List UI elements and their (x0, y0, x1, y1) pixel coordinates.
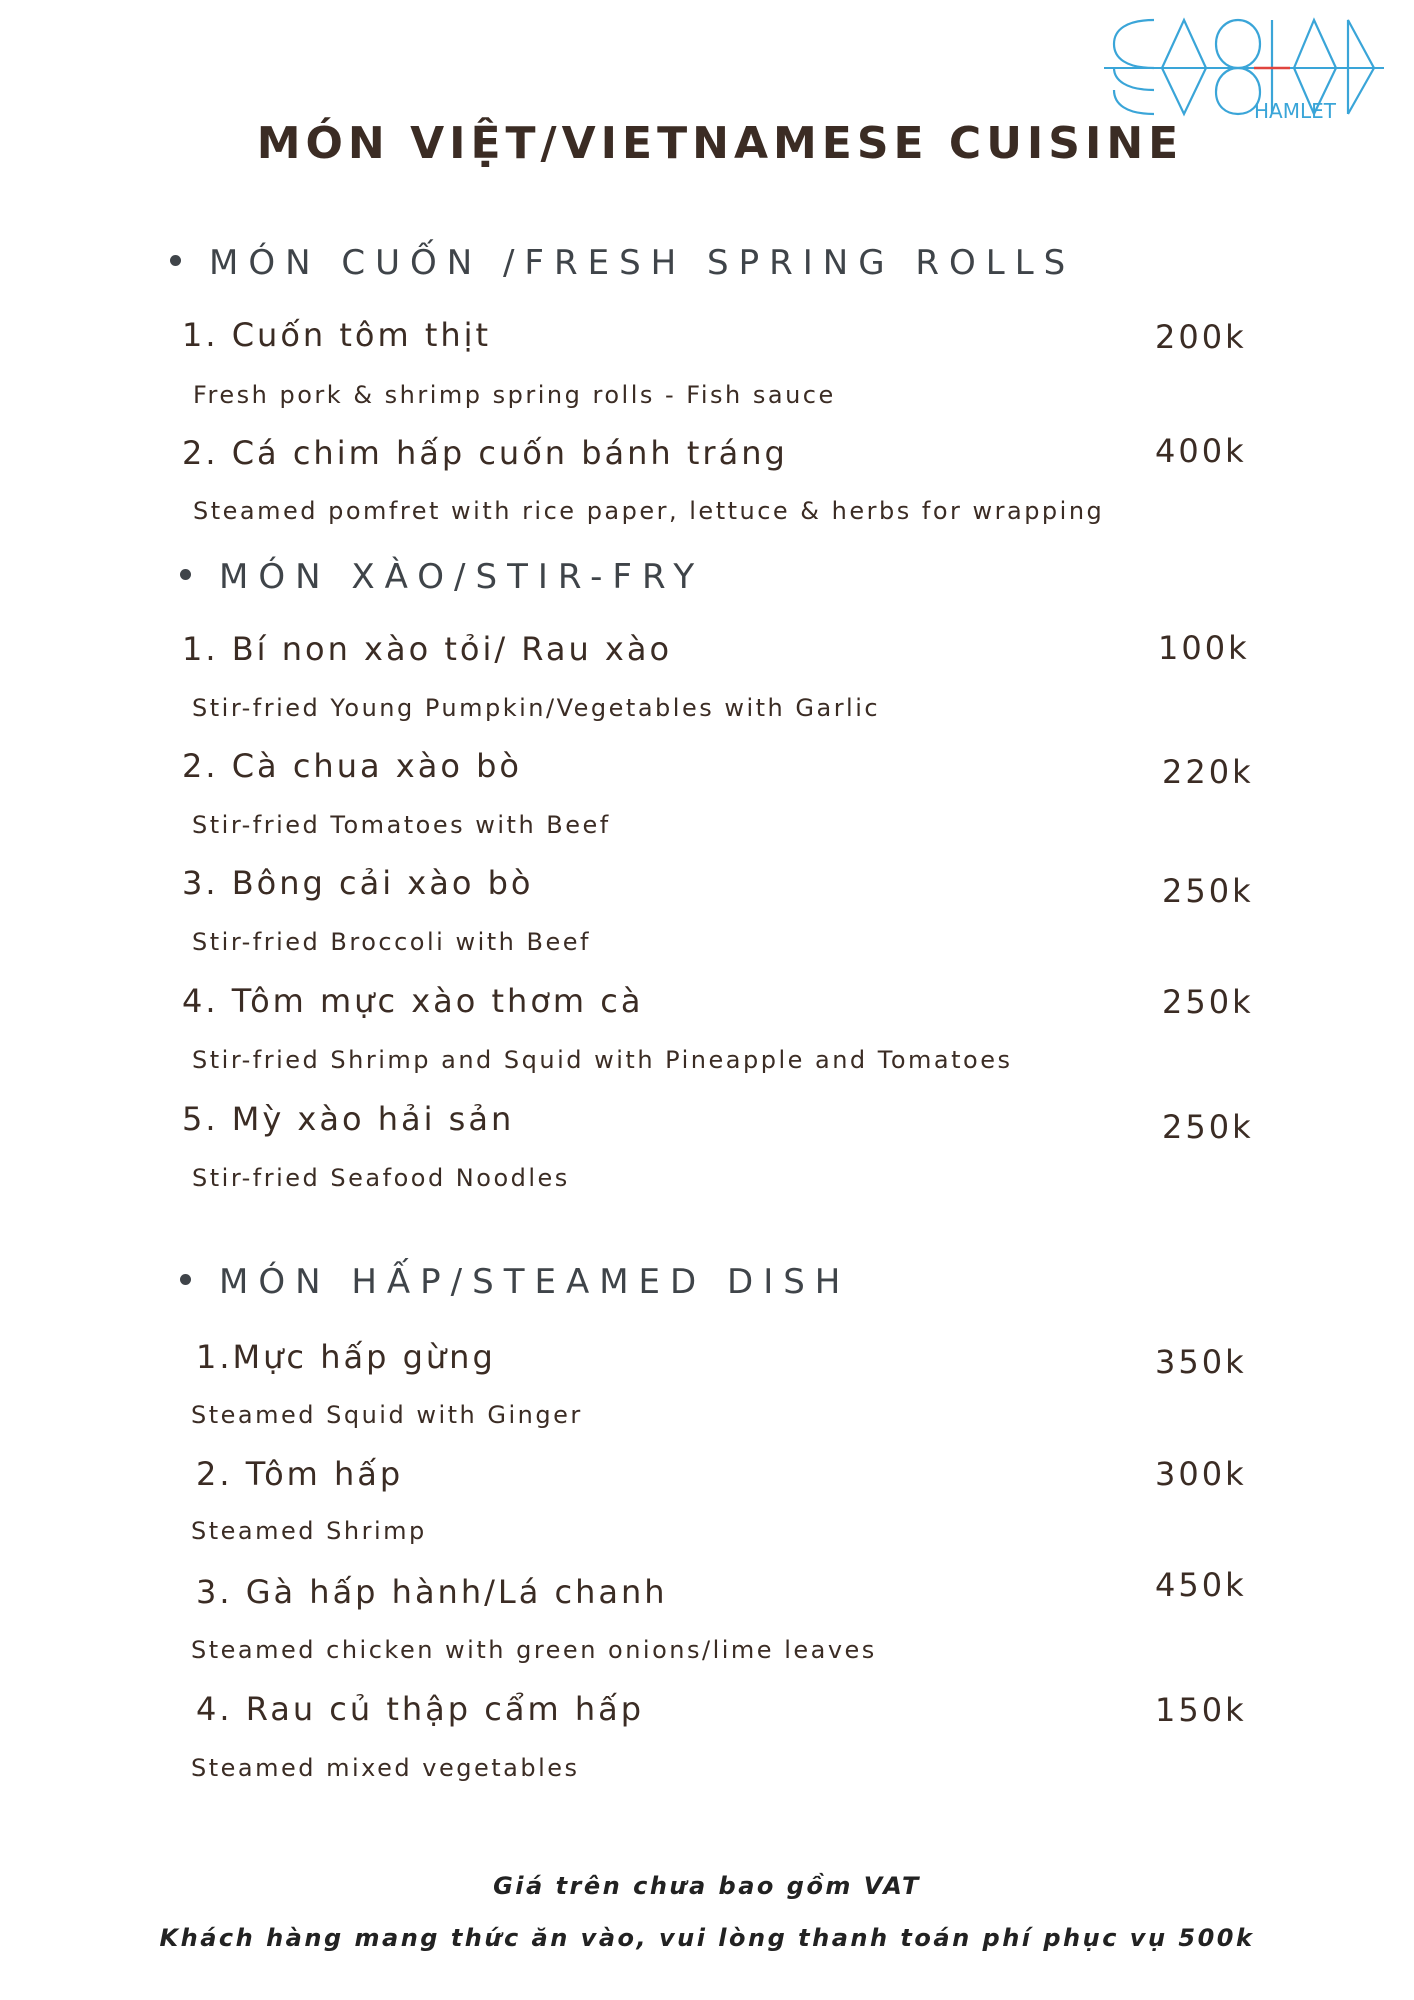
bullet-icon (170, 255, 181, 266)
dish-price: 150k (1155, 1691, 1247, 1729)
dish-name: 1. Cuốn tôm thịt (182, 316, 492, 354)
dish-price: 250k (1162, 1108, 1254, 1146)
dish-description: Steamed Squid with Ginger (191, 1401, 583, 1429)
dish-name: 2. Cá chim hấp cuốn bánh tráng (182, 434, 788, 472)
logo-mark (1104, 14, 1384, 122)
dish-name: 2. Tôm hấp (196, 1455, 404, 1493)
dish-price: 220k (1162, 753, 1254, 791)
dish-description: Stir-fried Broccoli with Beef (192, 928, 591, 956)
page-title: MÓN VIỆT/VIETNAMESE CUISINE (256, 118, 1184, 169)
logo-subtext: HAMLET (1254, 99, 1336, 122)
dish-price: 250k (1162, 983, 1254, 1021)
dish-name: 1. Bí non xào tỏi/ Rau xào (182, 630, 673, 668)
dish-price: 200k (1155, 318, 1247, 356)
caolan-hamlet-logo (1104, 14, 1384, 122)
dish-name: 3. Gà hấp hành/Lá chanh (196, 1573, 668, 1611)
section-heading-stir-fry: MÓN XÀO/STIR-FRY (180, 557, 704, 597)
bullet-icon (180, 1274, 191, 1285)
dish-price: 450k (1155, 1566, 1247, 1604)
dish-name: 2. Cà chua xào bò (182, 747, 522, 785)
dish-name: 1.Mực hấp gừng (196, 1338, 496, 1376)
dish-name: 4. Tôm mực xào thơm cà (182, 982, 644, 1020)
dish-price: 250k (1162, 872, 1254, 910)
dish-name: 3. Bông cải xào bò (182, 864, 534, 902)
dish-price: 100k (1158, 629, 1250, 667)
dish-description: Stir-fried Tomatoes with Beef (192, 811, 611, 839)
dish-price: 350k (1155, 1343, 1247, 1381)
dish-price: 300k (1155, 1455, 1247, 1493)
dish-description: Stir-fried Seafood Noodles (192, 1164, 570, 1192)
dish-description: Steamed Shrimp (191, 1517, 427, 1545)
dish-description: Fresh pork & shrimp spring rolls - Fish sauce (193, 381, 836, 409)
section-heading-steamed: MÓN HẤP/STEAMED DISH (180, 1262, 850, 1302)
dish-name: 4. Rau củ thập cẩm hấp (196, 1690, 645, 1728)
dish-description: Stir-fried Shrimp and Squid with Pineapple and Tomatoes (192, 1046, 1013, 1074)
dish-description: Steamed pomfret with rice paper, lettuce & herbs for wrapping (193, 497, 1105, 525)
bullet-icon (180, 569, 191, 580)
vat-note: Giá trên chưa bao gồm VAT (493, 1872, 921, 1900)
dish-name: 5. Mỳ xào hải sản (182, 1100, 515, 1138)
dish-description: Stir-fried Young Pumpkin/Vegetables with Garlic (192, 694, 881, 722)
dish-price: 400k (1155, 432, 1247, 470)
service-fee-note: Khách hàng mang thức ăn vào, vui lòng thanh toán phí phục vụ 500k (159, 1924, 1255, 1952)
section-heading-spring-rolls: MÓN CUỐN /FRESH SPRING ROLLS (170, 243, 1075, 283)
dish-description: Steamed chicken with green onions/lime leaves (191, 1636, 877, 1664)
dish-description: Steamed mixed vegetables (191, 1754, 580, 1782)
